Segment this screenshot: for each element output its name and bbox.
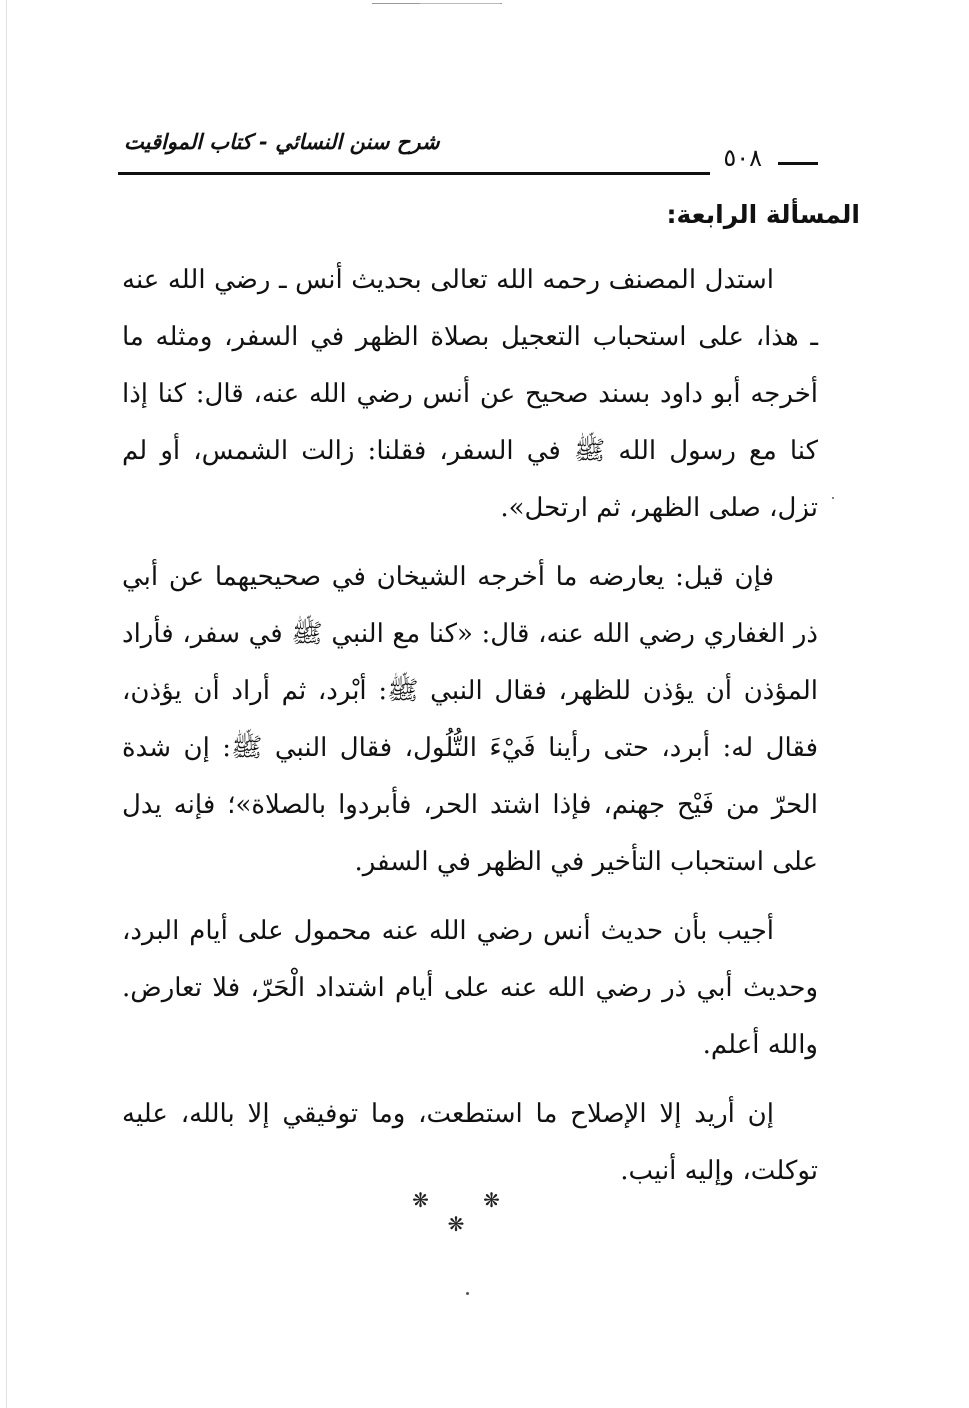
running-header-title: شرح سنن النسائي - كتاب المواقيت	[124, 130, 440, 154]
page-number: ٥٠٨	[723, 144, 762, 172]
scan-speck	[832, 497, 834, 499]
paragraph-2: فإن قيل: يعارضه ما أخرجه الشيخان في صحيحيهما عن أبي ذر الغفاري رضي الله عنه، قال: «كنا مع النبي ﷺ في سفر، فأراد المؤذن أن يؤذن للظهر، فقال النبي ﷺ: أبْرد، ثم أراد أن يؤذن، فقال له: أبرد، حتى رأينا فَيْءَ التُّلُول، فقال النبي ﷺ: إن شدة الحرّ من فَيْح جهنم، فإذا اشتد الحر، فأبردوا بالصلاة»؛ فإنه يدل على استحباب التأخير في الظهر في السفر.	[122, 562, 818, 877]
header-rule	[118, 172, 710, 175]
scan-speck	[466, 1292, 469, 1295]
page-number-dash	[778, 162, 818, 165]
section-end-ornament: ❋ ❋ ❋	[412, 1188, 524, 1236]
running-header	[118, 128, 818, 176]
scan-mark	[420, 3, 500, 4]
paragraph-3: أجيب بأن حديث أنس رضي الله عنه محمول على أيام البرد، وحديث أبي ذر رضي الله عنه على أيام اشتداد الْحَرّ، فلا تعارض. والله أعلم.	[122, 916, 818, 1060]
paragraph-1: استدل المصنف رحمه الله تعالى بحديث أنس ـ رضي الله عنه ـ هذا، على استحباب التعجيل بصلاة الظهر في السفر، ومثله ما أخرجه أبو داود بسند صحيح عن أنس رضي الله عنه، قال: كنا إذا كنا مع رسول الله ﷺ في السفر، فقلنا: زالت الشمس، أو لم تزل، صلى الظهر، ثم ارتحل».	[122, 265, 818, 523]
page-body	[122, 192, 860, 1200]
paragraph-4: إن أريد إلا الإصلاح ما استطعت، وما توفيقي إلا بالله، عليه توكلت، وإليه أنيب.	[122, 1099, 818, 1186]
scan-edge	[6, 0, 7, 1408]
section-heading: المسألة الرابعة:	[666, 200, 860, 229]
